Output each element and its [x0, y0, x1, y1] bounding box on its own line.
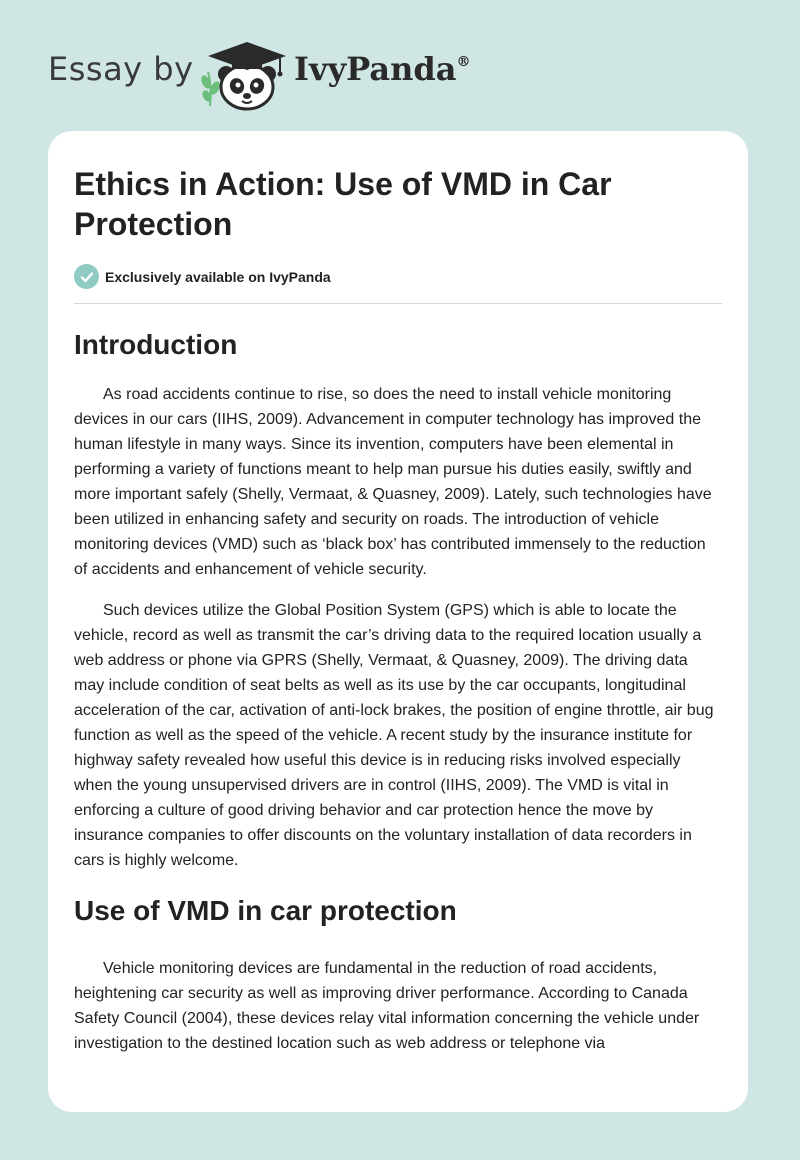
divider	[74, 303, 722, 304]
exclusive-badge	[74, 264, 722, 289]
paragraph: Vehicle monitoring devices are fundamental in the reduction of road accidents, heightening car security as well as improving driver performance. According to Canada Safety Council (2004), these devices relay vital information concerning the vehicle under investigation to the destined location such as web address or telephone via	[74, 960, 700, 1052]
page-title: Ethics in Action: Use of VMD in Car Protection	[74, 166, 612, 242]
brand-name[interactable]: IvyPanda®	[294, 50, 471, 88]
brand-prefix: Essay by	[48, 50, 194, 88]
registered-mark: ®	[456, 54, 471, 70]
check-circle-icon	[74, 264, 99, 289]
section-heading-use-of-vmd: Use of VMD in car protection	[74, 895, 457, 926]
panda-graduation-cap-icon[interactable]	[200, 36, 295, 112]
paragraph: As road accidents continue to rise, so does the need to install vehicle monitoring devices in our cars (IIHS, 2009). Advancement in computer technology has improved the human lifestyle in many ways. Since its invention, computers have been elemental in performing a variety of functions meant to help man pursue his duties easily, swiftly and more important safely (Shelly, Vermaat, & Quasney, 2009). Lately, such technologies have been utilized in enhancing safety and security on roads. The introduction of vehicle monitoring devices (VMD) such as ‘black box’ has contributed immensely to the reduction of accidents and enhancement of vehicle security.	[74, 386, 712, 578]
article-card	[48, 131, 748, 1112]
paragraph: Such devices utilize the Global Position System (GPS) which is able to locate the vehicle, record as well as transmit the car’s driving data to the required location usually a web address or phone via GPRS (Shelly, Vermaat, & Quasney, 2009). The driving data may include condition of seat belts as well as its use by the car occupants, longitudinal acceleration of the car, activation of anti-lock brakes, the position of engine throttle, air bug function as well as the speed of the vehicle. A recent study by the insurance institute for highway safety revealed how useful this device is in reducing risks involved especially when the young unsupervised drivers are in control (IIHS, 2009). The VMD is vital in enforcing a culture of good driving behavior and car protection hence the move by insurance companies to offer discounts on the voluntary installation of data recorders in cars is highly welcome.	[74, 602, 714, 869]
site-header	[0, 0, 800, 130]
section-heading-introduction: Introduction	[74, 329, 238, 360]
badge-text: Exclusively available on IvyPanda	[105, 268, 331, 285]
